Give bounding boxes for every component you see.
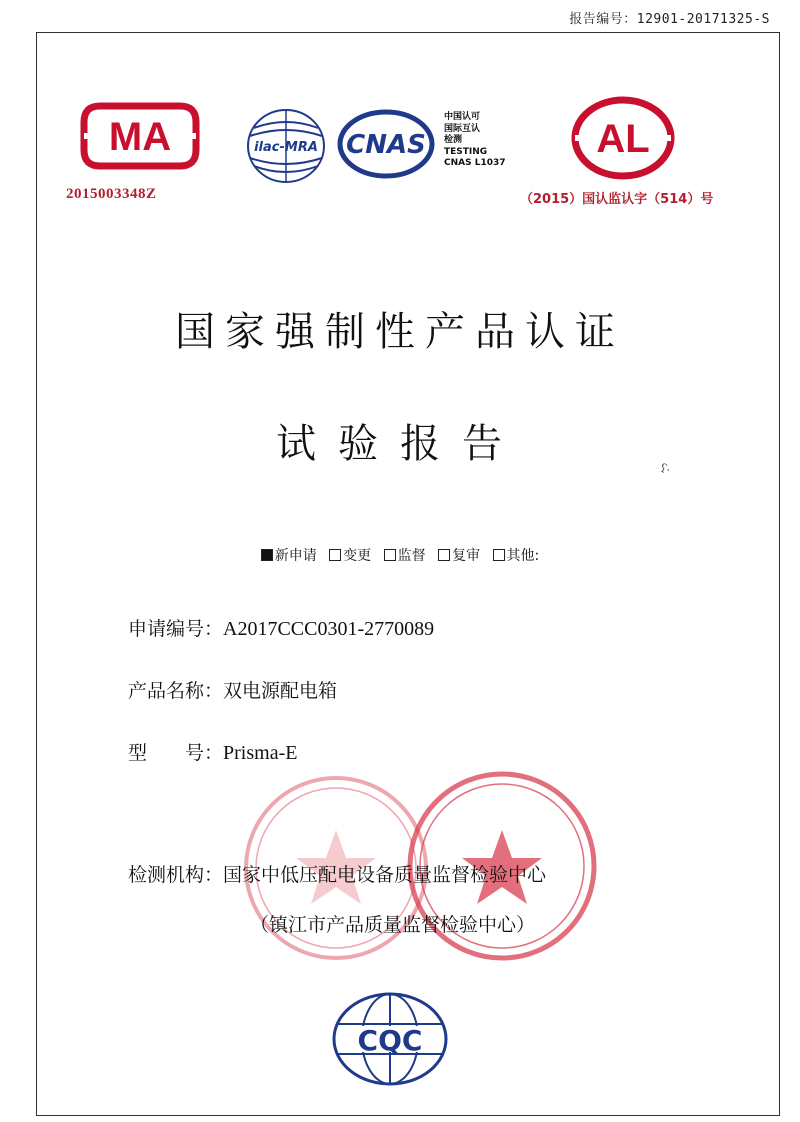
- application-number-label: 申请编号：: [128, 618, 224, 640]
- model-field: [128, 738, 297, 765]
- ilac-mra-logo-icon: [244, 106, 328, 186]
- application-type-options: [0, 545, 800, 565]
- product-name-label: 产品名称：: [128, 680, 224, 702]
- testing-organization-value: 国家中低压配电设备质量监督检验中心: [223, 864, 547, 886]
- cal-logo-text: AL: [596, 117, 650, 161]
- cnas-caption-line: TESTING: [444, 146, 488, 157]
- product-name-value: 双电源配电箱: [223, 680, 338, 702]
- testing-organization-field: [128, 860, 546, 887]
- checkbox-icon: [493, 549, 505, 561]
- cqc-logo-text: CQC: [357, 1024, 423, 1057]
- checked-box-icon: [261, 549, 273, 561]
- cma-number: 2015003348Z: [66, 186, 157, 202]
- option-supervision[interactable]: 监督: [384, 548, 426, 564]
- option-review[interactable]: 复审: [438, 548, 480, 564]
- checkbox-icon: [329, 549, 341, 561]
- cqc-logo-icon: [330, 990, 450, 1088]
- testing-organization-label: 检测机构：: [128, 864, 224, 886]
- option-change[interactable]: 变更: [329, 548, 371, 564]
- cma-logo-text: MA: [108, 115, 172, 159]
- option-other[interactable]: 其他:: [493, 548, 540, 564]
- cnas-caption-line: 中国认可: [444, 112, 481, 122]
- application-number-value: A2017CCC0301-2770089: [223, 618, 435, 640]
- option-new-application[interactable]: 新申请: [261, 548, 317, 564]
- cal-caption: （2015）国认监认字（514）号: [520, 192, 714, 207]
- checkbox-icon: [384, 549, 396, 561]
- cma-logo-icon: [80, 100, 200, 172]
- model-label: 型 号：: [128, 742, 224, 764]
- page-subtitle: 试验报告: [276, 421, 524, 467]
- stray-mark: ʕ·: [657, 460, 673, 478]
- cnas-logo-icon: [336, 108, 436, 180]
- cnas-logo-text: CNAS: [346, 130, 426, 160]
- checkbox-icon: [438, 549, 450, 561]
- application-number-field: [128, 614, 434, 641]
- cnas-caption: [444, 112, 506, 170]
- product-name-field: [128, 676, 337, 703]
- report-number: 报告编号：12901-20171325-S: [569, 12, 770, 27]
- cal-logo-icon: [570, 96, 676, 180]
- ilac-logo-text: ilac-MRA: [254, 140, 318, 155]
- cnas-caption-line: 国际互认: [444, 123, 481, 134]
- model-value: Prisma-E: [223, 742, 298, 764]
- cnas-caption-line: 检测: [444, 135, 463, 145]
- page-title: 国家强制性产品认证: [175, 309, 625, 355]
- cnas-caption-line: CNAS L1037: [444, 158, 506, 168]
- testing-organization-alt-name: （镇江市产品质量监督检验中心）: [250, 914, 536, 936]
